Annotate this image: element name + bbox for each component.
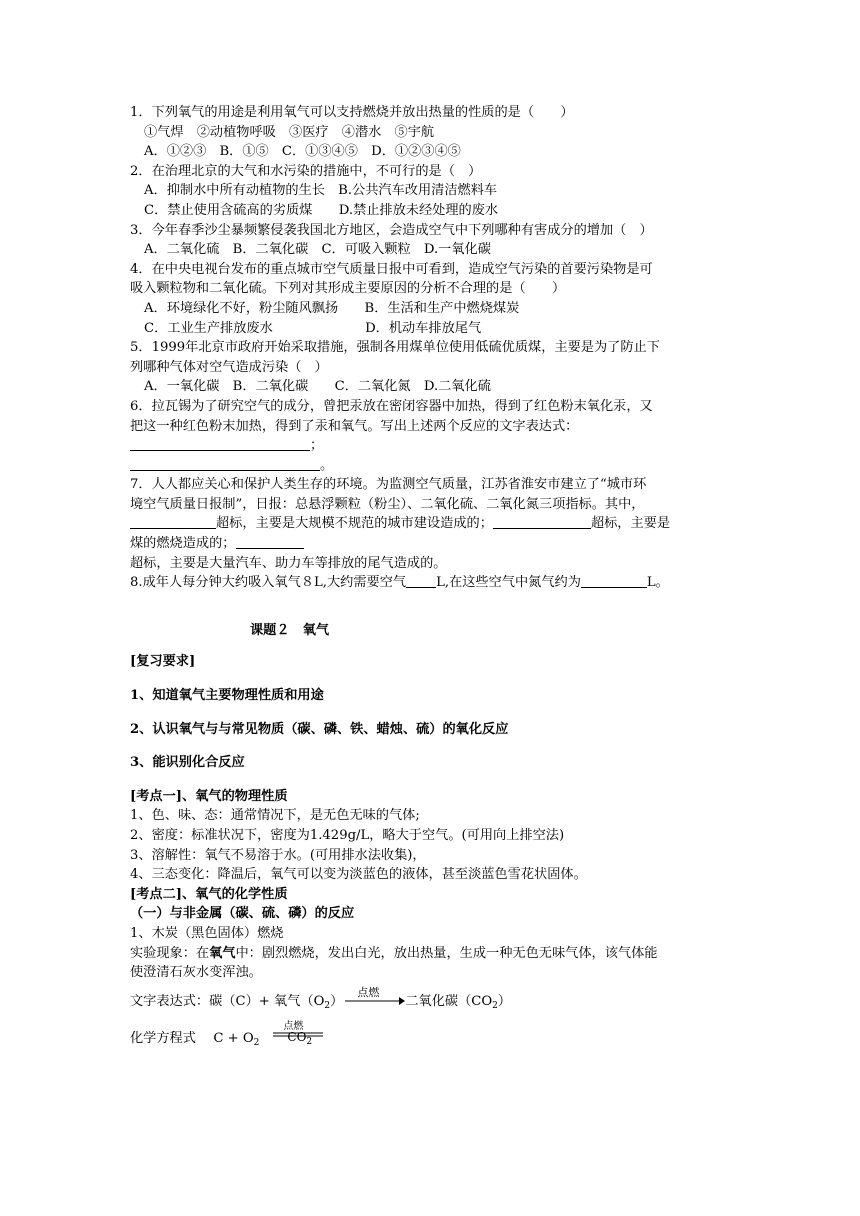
document-page (130, 103, 740, 1054)
q6-line1: 6．拉瓦锡为了研究空气的成分，曾把汞放在密闭容器中加热，得到了红色粉末氧化汞，又 (130, 398, 653, 414)
q2-answers-line2: C．禁止使用含硫高的劣质煤 D.禁止排放未经处理的废水 (144, 202, 499, 218)
experiment-phenomenon-line1 (130, 944, 740, 964)
q7-blank-1[interactable] (130, 514, 216, 529)
chem-eq-condition-mark (273, 1021, 323, 1048)
arrow-icon (343, 991, 405, 1009)
point2-header: [考点二]、氧气的化学性质 (130, 886, 288, 902)
chem-eq-product-subscript: 2 (306, 1037, 313, 1048)
word-eq-o2-subscript: 2 (324, 1000, 331, 1011)
q8-part3: L。 (646, 575, 669, 591)
q1-options: ①气焊 ②动植物呼吸 ③医疗 ④潜水 ⑤宇航 (144, 124, 435, 140)
reaction-arrow (343, 985, 405, 1009)
exp-text-c: 中：剧烈燃烧，发出白光，放出热量，生成一种无色无味气体，该气体能 (235, 945, 658, 961)
word-eq-co2-subscript: 2 (492, 1000, 498, 1011)
q5-stem-line1: 5．1999年北京市政府开始采取措施，强制各用煤单位使用低硫优质煤，主要是为了防止下 (130, 340, 660, 356)
review-header: [复习要求] (130, 654, 196, 670)
q8-blank-1[interactable] (406, 573, 436, 588)
experiment-phenomenon-line2: 使澄清石灰水变浑浊。 (130, 965, 262, 981)
word-eq-reactants: 文字表达式：碳（C）+ 氧气（O (130, 993, 325, 1009)
q1-answers: A．①②③ B．①⑤ C．①③④⑤ D．①②③④⑤ (144, 144, 461, 160)
q7-line3 (130, 514, 740, 534)
q6-sep1: ； (310, 438, 324, 454)
q6-line2: 把这一种红色粉末加热，得到了汞和氧气。写出上述两个反应的文字表达式： (130, 418, 579, 434)
q7-blank-2[interactable] (493, 514, 591, 529)
chem-eq-product (287, 1028, 312, 1053)
section-title: 课题２ 氧气 (250, 622, 330, 638)
q7-text-4: 煤的燃烧造成的； (130, 536, 236, 552)
q5-stem-line2: 列哪种气体对空气造成污染（ ） (130, 359, 328, 375)
chem-eq-reactants: 化学方程式 C + O (130, 1031, 254, 1047)
point2-subheader: （一）与非金属（碳、硫、磷）的反应 (130, 906, 355, 922)
q7-text-3b: 超标，主要是 (590, 516, 671, 532)
reaction-condition: 点燃 (357, 985, 380, 999)
word-eq-paren: ） (330, 993, 344, 1009)
q4-stem-line2: 吸入颗粒物和二氧化硫。下列对其形成主要原因的分析不合理的是（ ） (130, 281, 566, 297)
q6-blank-1[interactable] (130, 436, 310, 451)
q6-sep2: 。 (320, 457, 334, 473)
q8-part2: L,在这些空气中氮气约为 (436, 575, 581, 591)
q8-line (130, 573, 740, 593)
chemical-equation (130, 1021, 740, 1054)
exp-oxygen-bold: 氧气 (209, 945, 236, 961)
chem-eq-product-text: CO (287, 1030, 307, 1045)
q7-line1: 7．人人都应关心和保护人类生存的环境。为监测空气质量，江苏省淮安市建立了“城市环 (130, 477, 647, 493)
q7-blank-3[interactable] (236, 534, 304, 549)
q4-stem-line1: 4．在中央电视台发布的重点城市空气质量日报中可看到，造成空气污染的首要污染物是可 (130, 261, 653, 277)
chem-eq-condition: 点燃 (283, 1021, 304, 1033)
q1-stem: 1．下列氧气的用途是利用氧气可以支持燃烧并放出热量的性质的是（ ） (130, 105, 574, 120)
q8-part1: 8.成年人每分钟大约吸入氧气８L,大约需要空气 (130, 575, 407, 591)
review-item-2: 2、认识氧气与与常见物质（碳、磷、铁、蜡烛、硫）的氧化反应 (130, 721, 509, 737)
point2-item-1: 1、木炭（黑色固体）燃烧 (130, 925, 284, 941)
q7-text-3a: 超标，主要是大规模不规范的城市建设造成的； (216, 516, 493, 532)
point1-item-2: 2、密度：标准状况下，密度为1.429g/L，略大于空气。(可用向上排空法) (130, 828, 565, 843)
chem-eq-o2-subscript: 2 (253, 1038, 260, 1049)
q3-answers: A．二氧化硫 B．二氧化碳 C．可吸入颗粒 D.一氧化碳 (144, 242, 491, 258)
q7-line5: 超标，主要是大量汽车、助力车等排放的尾气造成的。 (130, 555, 447, 571)
q2-stem: 2．在治理北京的大气和水污染的措施中，不可行的是（ ） (130, 163, 482, 179)
q2-answers-line1: A．抑制水中所有动植物的生长 B.公共汽车改用清洁燃料车 (144, 183, 498, 199)
point1-item-3: 3、溶解性：氧气不易溶于水。(可用排水法收集)， (130, 847, 426, 863)
word-equation (130, 985, 740, 1017)
point1-header: [考点一]、氧气的物理性质 (130, 788, 288, 804)
q6-blank-2[interactable] (130, 456, 320, 471)
q7-line2: 境空气质量日报制”，日报：总悬浮颗粒（粉尘）、二氧化硫、二氧化氮三项指标。其中， (130, 496, 645, 512)
q7-line4 (130, 534, 740, 554)
q6-blank-row1 (130, 436, 740, 456)
q4-answers-line2: C．工业生产排放废水 D．机动车排放尾气 (144, 320, 482, 336)
q4-answers-line1: A．环境绿化不好，粉尘随风飘扬 B．生活和生产中燃烧煤炭 (144, 300, 520, 316)
point1-item-1: 1、色、味、态：通常情况下，是无色无味的气体; (130, 808, 420, 824)
review-item-1: 1、知道氧气主要物理性质和用途 (130, 688, 324, 704)
q3-stem: 3．今年春季沙尘暴频繁侵袭我国北方地区，会造成空气中下列哪种有害成分的增加（ ） (130, 222, 653, 238)
q6-blank-row2 (130, 456, 740, 476)
q8-blank-2[interactable] (581, 573, 647, 588)
q5-answers: A．一氧化碳 B．二氧化碳 C．二氧化氮 D.二氧化硫 (144, 379, 491, 395)
word-eq-product: 二氧化碳（CO (405, 993, 493, 1009)
point1-item-4: 4、三态变化：降温后，氧气可以变为淡蓝色的液体，甚至淡蓝色雪花状固体。 (130, 867, 587, 883)
word-eq-product-paren: ） (497, 993, 512, 1009)
review-item-3: 3、能识别化合反应 (130, 755, 245, 771)
exp-text-a: 实验现象：在 (130, 945, 210, 961)
